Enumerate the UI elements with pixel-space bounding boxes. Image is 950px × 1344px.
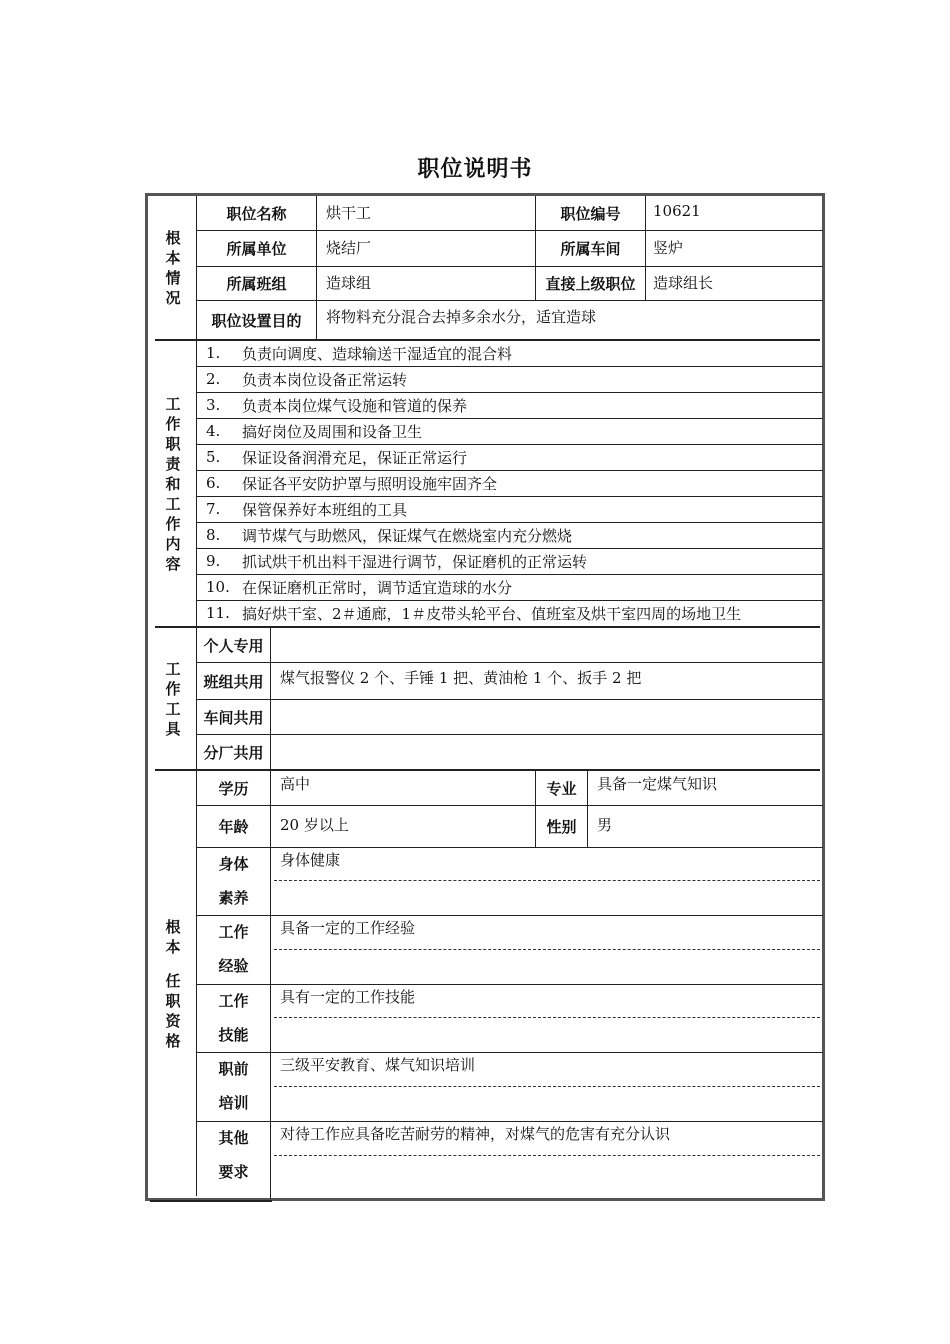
team-label: 所属班组 xyxy=(226,275,287,293)
age-value: 20 岁以上 xyxy=(280,816,349,834)
training-label: 职前 培训 xyxy=(218,1060,249,1112)
duty-item: 8. 调节煤气与助燃风，保证煤气在燃烧室内充分燃烧 xyxy=(206,526,573,545)
duty-item: 11. 搞好烘干室、2＃通廊，1＃皮带头轮平台、值班室及烘干室四周的场地卫生 xyxy=(206,604,742,623)
other-value: 对待工作应具备吃苦耐劳的精神，对煤气的危害有充分认识 xyxy=(280,1125,671,1143)
major-label: 专业 xyxy=(546,779,577,798)
duty-item: 2. 负责本岗位设备正常运转 xyxy=(206,370,408,389)
team-value: 造球组 xyxy=(326,274,372,292)
section-label-basic: 根 本 情 况 xyxy=(165,228,181,307)
col-line xyxy=(316,196,317,339)
col-line xyxy=(270,771,271,1199)
tool-value-workshop xyxy=(280,700,818,734)
dashed-line xyxy=(274,1155,820,1156)
superior-label: 直接上级职位 xyxy=(545,275,636,293)
position-code-label: 职位编号 xyxy=(560,204,621,223)
workshop-value: 竖炉 xyxy=(653,239,684,257)
duty-item: 3. 负责本岗位煤气设施和管道的保养 xyxy=(206,396,468,415)
section-label-tools: 工 作 工 具 xyxy=(165,659,181,738)
major-value: 具备一定煤气知识 xyxy=(597,775,718,793)
experience-label: 工作 经验 xyxy=(218,923,249,975)
gender-value: 男 xyxy=(597,816,613,834)
tool-value-personal xyxy=(280,628,818,662)
duty-item: 4. 搞好岗位及周围和设备卫生 xyxy=(206,422,423,441)
training-value: 三级平安教育、煤气知识培训 xyxy=(280,1056,476,1074)
position-name-value: 烘干工 xyxy=(326,204,372,222)
education-label: 学历 xyxy=(218,779,249,798)
duty-item: 7. 保管保养好本班组的工具 xyxy=(206,500,408,519)
duty-item: 1. 负责向调度、造球输送干湿适宜的混合料 xyxy=(206,344,513,363)
purpose-value: 将物料充分混合去掉多余水分，适宜造球 xyxy=(326,308,597,326)
tool-label-workshop: 车间共用 xyxy=(203,708,264,727)
superior-value: 造球组长 xyxy=(653,274,714,292)
physical-value: 身体健康 xyxy=(280,851,341,869)
duty-item: 6. 保证各平安防护罩与照明设施牢固齐全 xyxy=(206,474,498,493)
experience-value: 具备一定的工作经验 xyxy=(280,919,416,937)
tool-label-personal: 个人专用 xyxy=(203,636,264,655)
purpose-label: 职位设置目的 xyxy=(211,311,302,330)
physical-label: 身体 素养 xyxy=(218,855,249,907)
tool-label-team: 班组共用 xyxy=(203,672,264,691)
education-value: 高中 xyxy=(280,775,311,793)
dashed-line xyxy=(274,949,820,950)
dashed-line xyxy=(274,1086,820,1087)
other-label: 其他 要求 xyxy=(218,1129,249,1181)
position-code-value: 10621 xyxy=(653,202,701,220)
page-title: 职位说明书 xyxy=(417,157,533,182)
unit-label: 所属单位 xyxy=(226,240,287,258)
col-line xyxy=(645,196,646,300)
col-line xyxy=(587,771,588,847)
duty-item: 9. 抓试烘干机出料干湿进行调节，保证磨机的正常运转 xyxy=(206,552,588,571)
tool-value-branch xyxy=(280,735,818,769)
section-label-qualify: 根 本 任 职 资 格 xyxy=(165,917,181,1050)
tool-label-branch: 分厂共用 xyxy=(203,743,264,762)
duty-item: 10. 在保证磨机正常时，调节适宜造球的水分 xyxy=(206,578,513,597)
row-line xyxy=(150,1200,272,1202)
dashed-line xyxy=(274,880,820,881)
age-label: 年龄 xyxy=(218,818,249,836)
tool-value-team: 煤气报警仪 2 个、手锤 1 把、黄油枪 1 个、扳手 2 把 xyxy=(280,669,642,687)
workshop-label: 所属车间 xyxy=(560,240,621,258)
unit-value: 烧结厂 xyxy=(326,239,372,257)
section-label-duties: 工 作 职 责 和 工 作 内 容 xyxy=(165,394,181,573)
skills-value: 具有一定的工作技能 xyxy=(280,988,416,1006)
position-name-label: 职位名称 xyxy=(226,204,287,223)
duty-item: 5. 保证设备润滑充足，保证正常运行 xyxy=(206,448,468,467)
skills-label: 工作 技能 xyxy=(218,992,249,1044)
dashed-line xyxy=(274,1017,820,1018)
gender-label: 性别 xyxy=(546,818,577,836)
